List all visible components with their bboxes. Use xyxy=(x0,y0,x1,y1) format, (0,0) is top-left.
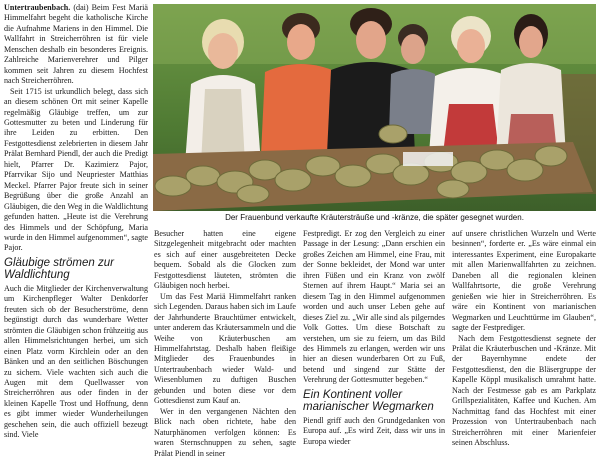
lead-text: (dai) Beim Fest Mariä Himmelfahrt begeht die katholische Kirche die Aufnahme Mariens in den Himmel. Die Wallfahrt in Streicherröhren ist für viele Menschen deshalb ein besonderes Ereignis. Zahlreiche Marienverehrer und Pilger kommen seit Jahren zu diesem Hochfest nach Streicherröhren. xyxy=(4,3,148,86)
article-paragraph xyxy=(4,3,148,87)
article-paragraph: Besucher hatten eine eigene Sitzgelegenheit mitgebracht oder machten es sich auf einer ausgebreiteten Decke bequem. Sobald als die Glocken zum Festgottesdienst läuteten, strömten die Gläubigen noch herbei. xyxy=(154,229,296,291)
dateline: Untertraubenbach. xyxy=(4,3,71,12)
article-column-3 xyxy=(303,229,445,447)
article-paragraph: Um das Fest Mariä Himmelfahrt ranken sich Legenden. Daraus haben sich im Laufe der Jahrhunderte Brauchtümer entwickelt, unter anderem das Kräutersammeln und die Weihe von Kräuterbuschen am Himmelfahrtstag. Deshalb haben fleißige Mitglieder des Frauenbundes in Untertraubenbach wieder Wald- und Wiesenblumen zu duftigen Buschen gebunden und boten diese vor dem Gottesdienst zum Kauf an. xyxy=(154,291,296,406)
article-paragraph: Auch die Mitglieder der Kirchenverwaltung um Kirchenpfleger Walter Denkdorfer freuten sich ob der Besucherströme, denn begünstigt durch das wunderbare Wetter strömten die Gläubigen schon frühzeitig aus allen Himmelsrichtungen herbei, um sich einen Platz vorm Kirchlein oder an den Bänken und an den seitlichen Böschungen zu sichern. Viele wachten sich auch die Augen mit dem Quellwasser von Streicherröhren aus oder finden in der kleinen Kapelle Trost und Hoffnung, denn es gibt immer wieder Wunderheilungen geschehen sein, die auch offiziell bezeugt sind. Viele xyxy=(4,283,148,440)
subheading-continent: Ein Kontinent voller marianischer Wegmarken xyxy=(303,388,434,414)
article-paragraph: Piendl griff auch den Grundgedanken von Europa auf. „Es wird Zeit, dass wir uns in Europa wieder xyxy=(303,415,445,446)
article-paragraph: Nach dem Festgottesdienst segnete der Prälat die Kräuterbuschen und -Kränze. Mit der Bayernhymne endete der Festgottesdienst, den die Bläsergruppe der Kapelle Köppl musikalisch umrahmt hatte. Nach der Festmesse gab es am Parkplatz Grillspezialitäten, Kaffee und Kuchen. Am Nachmittag fand das Hochfest mit einer Prozession von Untertraubenbach nach Streicherröhren mit einer Marienfeier seinen Abschluss. xyxy=(452,333,596,448)
article-column-2 xyxy=(154,229,296,459)
article-paragraph: Seit 1715 ist urkundlich belegt, dass sich an diesem schönen Ort mit seiner Kapelle regelmäßig Gläubige treffen, um zur Gottesmutter zu beten und Linderung für ihre Leiden zu erbitten. Den Festgottesdienst zelebrierten in diesem Jahr Prälat Bernhard Piendl, der auch die Predigt hielt, Pfarrer Dr. Kazimierz Pajor, Pfarrvikar Sijo und Neupriester Matthias Meckel. Pfarrer Pajor freute sich in seiner Begrüßung über die große Anzahl an Gläubigen, die den Weg in die Waldlichtung gefunden hatten. „Heute ist die Verehrung des Himmels und der Schöpfung, Maria wurde in den Himmel aufgenommen“, sagte Pajor. xyxy=(4,86,148,253)
photo-caption: Der Frauenbund verkaufte Kräutersträuße und -kränze, die später gesegnet wurden. xyxy=(225,213,524,222)
article-column-1 xyxy=(4,3,148,441)
article-paragraph: Festpredigt. Er zog den Vergleich zu einer Passage in der Lesung: „Dann erschien ein großes Zeichen am Himmel, eine Frau, mit der Sonne bekleidet, der Mond war unter ihren Füßen und ein Kranz von zwölf Sternen auf ihrem Haupt.“ Maria sei an diesem Tag in den Himmel aufgenommen worden und auch unser Leben gehe auf dieses Ziel zu. „Wir alle sind als pilgerndes Volk Gottes. Um diese Botschaft zu verstehen, um sie zu feiern, um das Bild des Himmels zu erlangen, werden wir uns hier an diesen wunderbaren Ort zu Fuß, betend und singend zur Stätte der Verehrung der Gottesmutter begeben.“ xyxy=(303,229,445,385)
article-column-4 xyxy=(452,229,596,449)
article-photo xyxy=(153,4,596,211)
article-paragraph: Wer in den vergangenen Nächten den Blick nach oben richtete, habe den Naturphänomen verfolgen können: Es waren Sternschnuppen zu sehen, sagte Prälat Piendl in seiner xyxy=(154,406,296,458)
subheading-pilgrims: Gläubige strömen zur Waldlichtung xyxy=(4,256,114,282)
photo-illustration xyxy=(153,4,596,211)
article-paragraph: auf unsere christlichen Wurzeln und Werte besinnen“, forderte er. „Es wäre einmal ein interessantes Experiment, eine Europakarte mit allen Marienwallfahrten zu zeichnen. Daneben all die regionalen kleinen Wallfahrtsorte, die große Verehrung genießen wie hier in Streicherröhren. Es wäre ein Kontinent von marianischen Wegmarken und Leuchttürme im Glauben“, sagte der Festprediger. xyxy=(452,229,596,333)
